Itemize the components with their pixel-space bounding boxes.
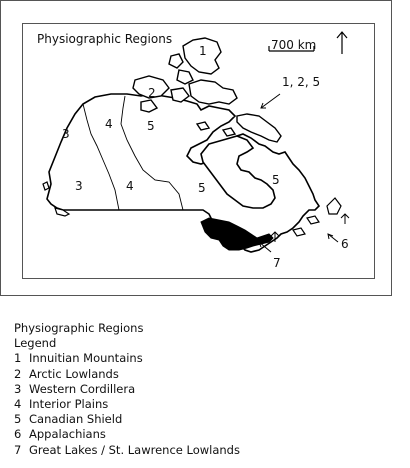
hudson-bay: [201, 136, 275, 208]
region-label-7: 7: [273, 256, 281, 270]
legend-item-number: 4: [14, 397, 22, 412]
legend-item: [14, 443, 240, 458]
legend-item-label: Western Cordillera: [29, 381, 136, 396]
region-label-5-west: 5: [147, 119, 155, 133]
legend-item-number: 5: [14, 412, 22, 427]
legend-item-number: 3: [14, 381, 22, 396]
legend-item: [14, 412, 240, 427]
legend-item-number: 2: [14, 366, 22, 381]
region-label-5-east: 5: [272, 173, 280, 187]
region-label-2: 2: [148, 86, 156, 100]
legend-item-number: 1: [14, 351, 22, 366]
region-label-3-north: 3: [62, 127, 70, 141]
region-label-1-2-5: 1, 2, 5: [282, 75, 321, 89]
legend-item-label: Canadian Shield: [29, 412, 123, 427]
legend-item-label: Appalachians: [29, 427, 106, 442]
legend-item-number: 7: [14, 442, 22, 457]
legend-item: [14, 427, 240, 442]
region-label-5-central: 5: [198, 181, 206, 195]
region-label-4-north: 4: [105, 117, 113, 131]
legend-heading: Legend: [14, 336, 57, 351]
north-arrow-icon: [337, 32, 347, 54]
map-panel: [22, 23, 375, 279]
map-title: Physiographic Regions: [37, 32, 173, 46]
legend-item-label: Arctic Lowlands: [29, 366, 119, 381]
region-label-6: 6: [341, 237, 349, 251]
legend-item-label: Great Lakes / St. Lawrence Lowlands: [29, 442, 240, 457]
region-label-4-south: 4: [126, 179, 134, 193]
legend-item: [14, 382, 240, 397]
legend-item-label: Innuitian Mountains: [29, 351, 143, 366]
scale-label: 700 km: [271, 38, 317, 52]
region-label-3-south: 3: [75, 179, 83, 193]
legend-item-number: 6: [14, 427, 22, 442]
legend-item: [14, 397, 240, 412]
legend-item: [14, 367, 240, 382]
canada-map: [23, 24, 374, 278]
region-label-1: 1: [199, 44, 207, 58]
legend: [14, 321, 240, 458]
legend-item-label: Interior Plains: [29, 397, 109, 412]
legend-title: Physiographic Regions: [14, 321, 144, 335]
legend-item: [14, 351, 240, 366]
